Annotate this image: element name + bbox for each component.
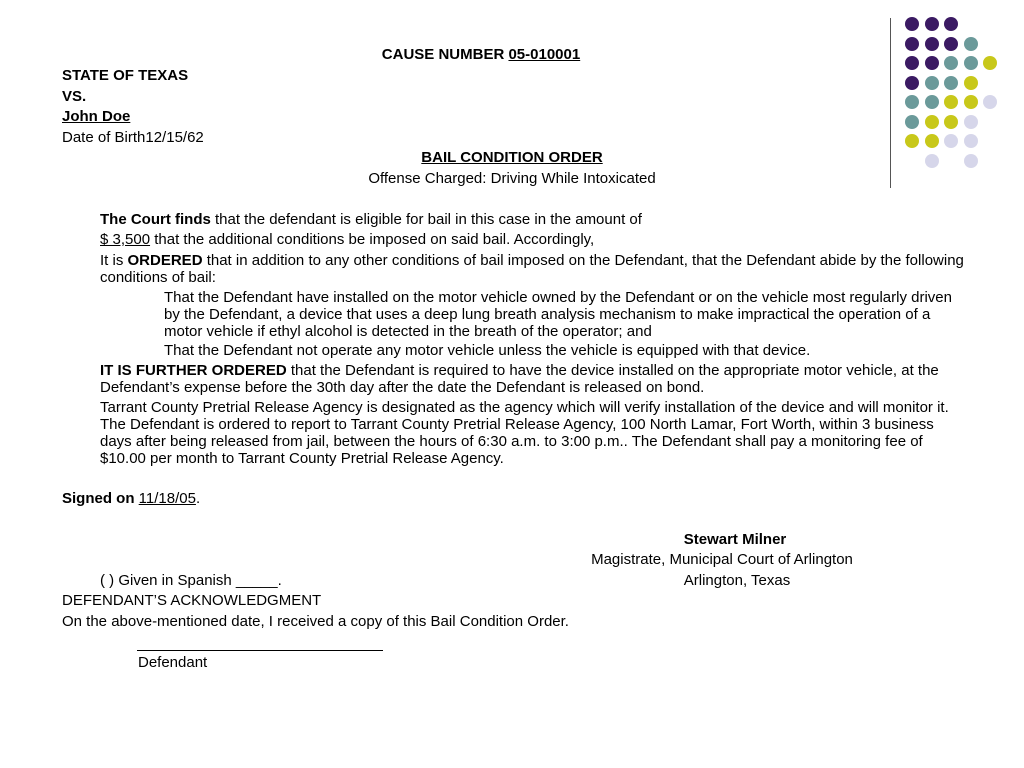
- court-finds-label: The Court finds: [100, 211, 211, 228]
- decor-dot: [944, 134, 958, 148]
- ordered-prefix: It is: [100, 252, 128, 269]
- defendant-signature-label: Defendant: [138, 654, 208, 671]
- signed-on-label: Signed on: [62, 490, 139, 507]
- defendant-name: John Doe: [62, 108, 131, 125]
- acknowledgment-text: On the above-mentioned date, I received a copy of this Bail Condition Order.: [62, 613, 569, 630]
- vs-label: VS.: [62, 88, 87, 105]
- spanish-note: ( ) Given in Spanish _____.: [100, 572, 282, 589]
- defendant-signature-line: [137, 650, 383, 651]
- state-label: STATE OF TEXAS: [62, 67, 189, 84]
- decor-dot: [964, 56, 978, 70]
- judge-name: Stewart Milner: [683, 531, 787, 548]
- decor-dot: [925, 17, 939, 31]
- further-ordered-paragraph: [100, 362, 966, 396]
- judge-location: Arlington, Texas: [683, 572, 791, 589]
- signed-on-line: [62, 490, 200, 507]
- court-finds-paragraph: [100, 211, 966, 228]
- decor-dot: [983, 95, 997, 109]
- decor-dot: [964, 76, 978, 90]
- cause-number-line: [0, 46, 962, 63]
- offense-charged: Offense Charged: Driving While Intoxicated: [368, 170, 656, 187]
- cause-number: 05-010001: [508, 46, 581, 63]
- decor-dot: [905, 95, 919, 109]
- ordered-label: ORDERED: [127, 252, 203, 269]
- decorative-dot-grid: [905, 10, 1015, 170]
- order-title: BAIL CONDITION ORDER: [421, 149, 603, 166]
- decor-dot: [944, 115, 958, 129]
- condition-2: That the Defendant not operate any motor vehicle unless the vehicle is equipped with that device.: [164, 342, 811, 359]
- decor-dot: [964, 134, 978, 148]
- decor-dot: [983, 56, 997, 70]
- cause-label: CAUSE NUMBER: [381, 46, 509, 63]
- condition-1: That the Defendant have installed on the motor vehicle owned by the Defendant or on the vehicle most regularly driven by the Defendant, a device that uses a deep lung breath analysis mechanism to make impractical the operation of a motor vehicle if ethyl alcohol is detected in the breath of the operator; and: [164, 289, 952, 340]
- court-finds-text: that the defendant is eligible for bail in this case in the amount of: [210, 211, 642, 228]
- ordered-paragraph: [100, 252, 966, 286]
- decor-dot: [925, 115, 939, 129]
- bail-amount-text: that the additional conditions be imposed on said bail. Accordingly,: [150, 231, 595, 248]
- ordered-text: that in addition to any other conditions of bail imposed on the Defendant, that the Defendant abide by the following conditions of bail:: [100, 252, 964, 286]
- decor-dot: [944, 95, 958, 109]
- decor-dot: [964, 95, 978, 109]
- decor-dot: [925, 76, 939, 90]
- decor-dot: [925, 134, 939, 148]
- decor-dot: [944, 17, 958, 31]
- signed-period: .: [195, 490, 201, 507]
- further-ordered-text: that the Defendant is required to have the device installed on the appropriate motor vehicle, at the Defendant’s expense before the 30th day after the date the Defendant is released on bond.: [100, 362, 939, 396]
- date-of-birth: Date of Birth12/15/62: [62, 129, 204, 146]
- decor-dot: [905, 115, 919, 129]
- bail-amount-paragraph: [100, 231, 966, 248]
- decor-dot: [964, 37, 978, 51]
- decor-dot: [905, 134, 919, 148]
- signed-date: 11/18/05: [138, 490, 196, 507]
- bail-amount: $ 3,500: [100, 231, 151, 248]
- acknowledgment-title: DEFENDANT’S ACKNOWLEDGMENT: [62, 592, 322, 609]
- further-ordered-label: IT IS FURTHER ORDERED: [100, 362, 287, 379]
- decor-dot: [905, 76, 919, 90]
- decor-dot: [964, 115, 978, 129]
- judge-title: Magistrate, Municipal Court of Arlington: [591, 551, 853, 568]
- decor-dot: [944, 76, 958, 90]
- pretrial-agency-paragraph: Tarrant County Pretrial Release Agency is designated as the agency which will verify installation of the device and will monitor it. The Defendant is ordered to report to Tarrant County Pretrial Release Agency, 100 North Lamar, Fort Worth, within 3 business days after being released from jail, between the hours of 6:30 a.m. to 3:00 p.m.. The Defendant shall pay a monitoring fee of $10.00 per month to Tarrant County Pretrial Release Agency.: [100, 399, 949, 467]
- decor-dot: [905, 17, 919, 31]
- decor-dot: [925, 95, 939, 109]
